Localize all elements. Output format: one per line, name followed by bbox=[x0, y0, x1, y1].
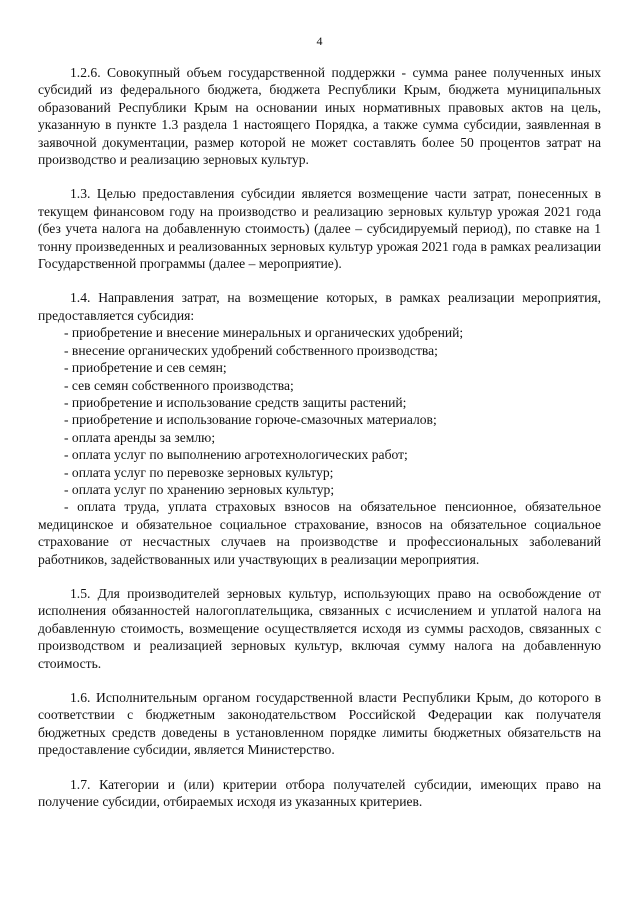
paragraph-1-4: 1.4. Направления затрат, на возмещение которых, в рамках реализации мероприятия, предоставляется субсидия: bbox=[38, 290, 601, 323]
paragraph-1-5: 1.5. Для производителей зерновых культур, использующих право на освобождение от исполнения обязанностей налогоплательщика, связанных с исчислением и уплатой налога на добавленную стоимость, возмещение осуществляется исходя из суммы расходов, связанных с производством и реализацией зерновых культур, включая сумму налога на добавленную стоимость. bbox=[38, 585, 601, 671]
list-item: - приобретение и использование средств защиты растений; bbox=[64, 394, 407, 410]
list-item: - приобретение и сев семян; bbox=[64, 360, 227, 376]
page-number: 4 bbox=[316, 34, 323, 48]
list-item: - приобретение и использование горюче-смазочных материалов; bbox=[64, 412, 437, 428]
list-item: - сев семян собственного производства; bbox=[64, 377, 294, 393]
list-item: - внесение органических удобрений собственного производства; bbox=[64, 342, 438, 358]
list-item: - приобретение и внесение минеральных и органических удобрений; bbox=[64, 325, 464, 341]
list-item: - оплата труда, уплата страховых взносов на обязательное пенсионное, обязательное медицинское и обязательное социальное страхование, взносов на обязательное социальное страхование от несчастных случаев на производстве и профессиональных заболеваний работников, задействованных или участвующих в реализации мероприятия. bbox=[38, 499, 601, 567]
expense-list bbox=[38, 324, 601, 568]
paragraph-1-2-6: 1.2.6. Совокупный объем государственной поддержки - сумма ранее полученных иных субсидий из федерального бюджета, бюджета Республики Крым, бюджета муниципальных образований Республики Крым на основании иных нормативных правовых актов на цель, указанную в пункте 1.3 раздела 1 настоящего Порядка, а также сумма субсидии, заявленная в заявочной документации, размер которой не может составлять более 50 процентов затрат на производство и реализацию зерновых культур. bbox=[38, 65, 601, 168]
paragraph-1-7: 1.7. Категории и (или) критерии отбора получателей субсидии, имеющих право на получение субсидии, отбираемых исходя из указанных критериев. bbox=[38, 776, 601, 810]
document-body bbox=[38, 64, 601, 827]
list-item: - оплата услуг по перевозке зерновых культур; bbox=[64, 464, 334, 480]
paragraph-1-3: 1.3. Целью предоставления субсидии является возмещение части затрат, понесенных в текущем финансовом году на производство и реализацию зерновых культур урожая 2021 года (без учета налога на добавленную стоимость) (далее – субсидируемый период), по ставке на 1 тонну произведенных и реализованных зерновых культур урожая 2021 года в рамках реализации Государственной программы (далее – мероприятие). bbox=[38, 186, 601, 272]
paragraph-1-6: 1.6. Исполнительным органом государственной власти Республики Крым, до которого в соответствии с бюджетным законодательством Российской Федерации как получателя бюджетных средств доведены в установленном порядке лимиты бюджетных обязательств на предоставление субсидии, является Министерство. bbox=[38, 690, 601, 758]
list-item: - оплата аренды за землю; bbox=[64, 429, 216, 445]
list-item: - оплата услуг по выполнению агротехнологических работ; bbox=[64, 447, 408, 463]
list-item: - оплата услуг по хранению зерновых культур; bbox=[64, 481, 335, 497]
